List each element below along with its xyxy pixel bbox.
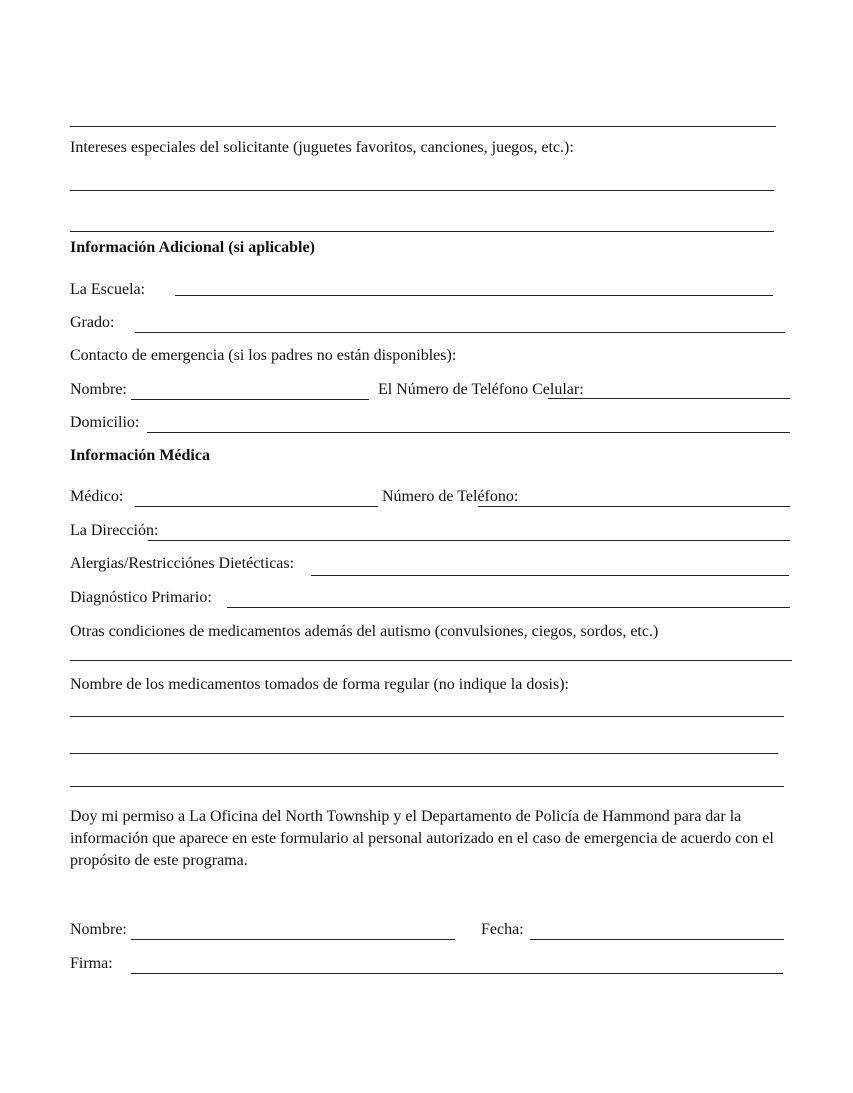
diagnosis-field[interactable]: [227, 607, 790, 608]
other-conditions-field[interactable]: [70, 660, 792, 661]
cell-phone-field[interactable]: [548, 398, 790, 399]
grade-label: Grado:: [70, 314, 115, 331]
school-field[interactable]: [175, 295, 773, 296]
special-interests-line-1[interactable]: [70, 190, 774, 191]
top-blank-line[interactable]: [70, 126, 776, 127]
school-label: La Escuela:: [70, 281, 146, 298]
other-conditions-label: Otras condiciones de medicamentos además del autismo (convulsiones, ciegos, sordos, etc.): [70, 623, 659, 640]
cell-phone-label: El Número de Teléfono Celular:: [378, 381, 584, 398]
special-interests-line-2[interactable]: [70, 231, 774, 232]
emergency-name-field[interactable]: [131, 399, 369, 400]
special-interests-label: Intereses especiales del solicitante (juguetes favoritos, canciones, juegos, etc.):: [70, 139, 574, 156]
emergency-contact-label: Contacto de emergencia (si los padres no están disponibles):: [70, 347, 457, 364]
signer-name-field[interactable]: [131, 939, 455, 940]
emergency-address-field[interactable]: [147, 432, 790, 433]
doctor-field[interactable]: [135, 506, 378, 507]
grade-field[interactable]: [135, 332, 785, 333]
medications-line-3[interactable]: [70, 786, 784, 787]
allergies-label: Alergias/Restricciónes Dietécticas:: [70, 555, 295, 572]
signature-label: Firma:: [70, 955, 113, 972]
doctor-label: Médico:: [70, 488, 124, 505]
doctor-phone-field[interactable]: [478, 506, 790, 507]
additional-info-heading: Información Adicional (si aplicable): [70, 239, 315, 256]
allergies-field[interactable]: [311, 575, 789, 576]
diagnosis-label: Diagnóstico Primario:: [70, 589, 212, 606]
emergency-address-label: Domicilio:: [70, 414, 140, 431]
date-field[interactable]: [530, 939, 784, 940]
medications-label: Nombre de los medicamentos tomados de forma regular (no indique la dosis):: [70, 676, 569, 693]
consent-paragraph: Doy mi permiso a La Oficina del North Township y el Departamento de Policía de Hammond para dar la información que aparece en este formulario al personal autorizado en el caso de emergencia de acuerdo con el propósito de este programa.: [70, 808, 774, 869]
medical-info-heading: Información Médica: [70, 447, 210, 464]
emergency-name-label: Nombre:: [70, 381, 127, 398]
signature-field[interactable]: [131, 973, 783, 974]
date-label: Fecha:: [481, 921, 524, 938]
doctor-address-field[interactable]: [148, 540, 790, 541]
signer-name-label: Nombre:: [70, 921, 127, 938]
medications-line-2[interactable]: [70, 753, 778, 754]
doctor-phone-label: Número de Teléfono:: [382, 488, 519, 505]
medications-line-1[interactable]: [70, 716, 784, 717]
doctor-address-label: La Dirección:: [70, 522, 159, 539]
